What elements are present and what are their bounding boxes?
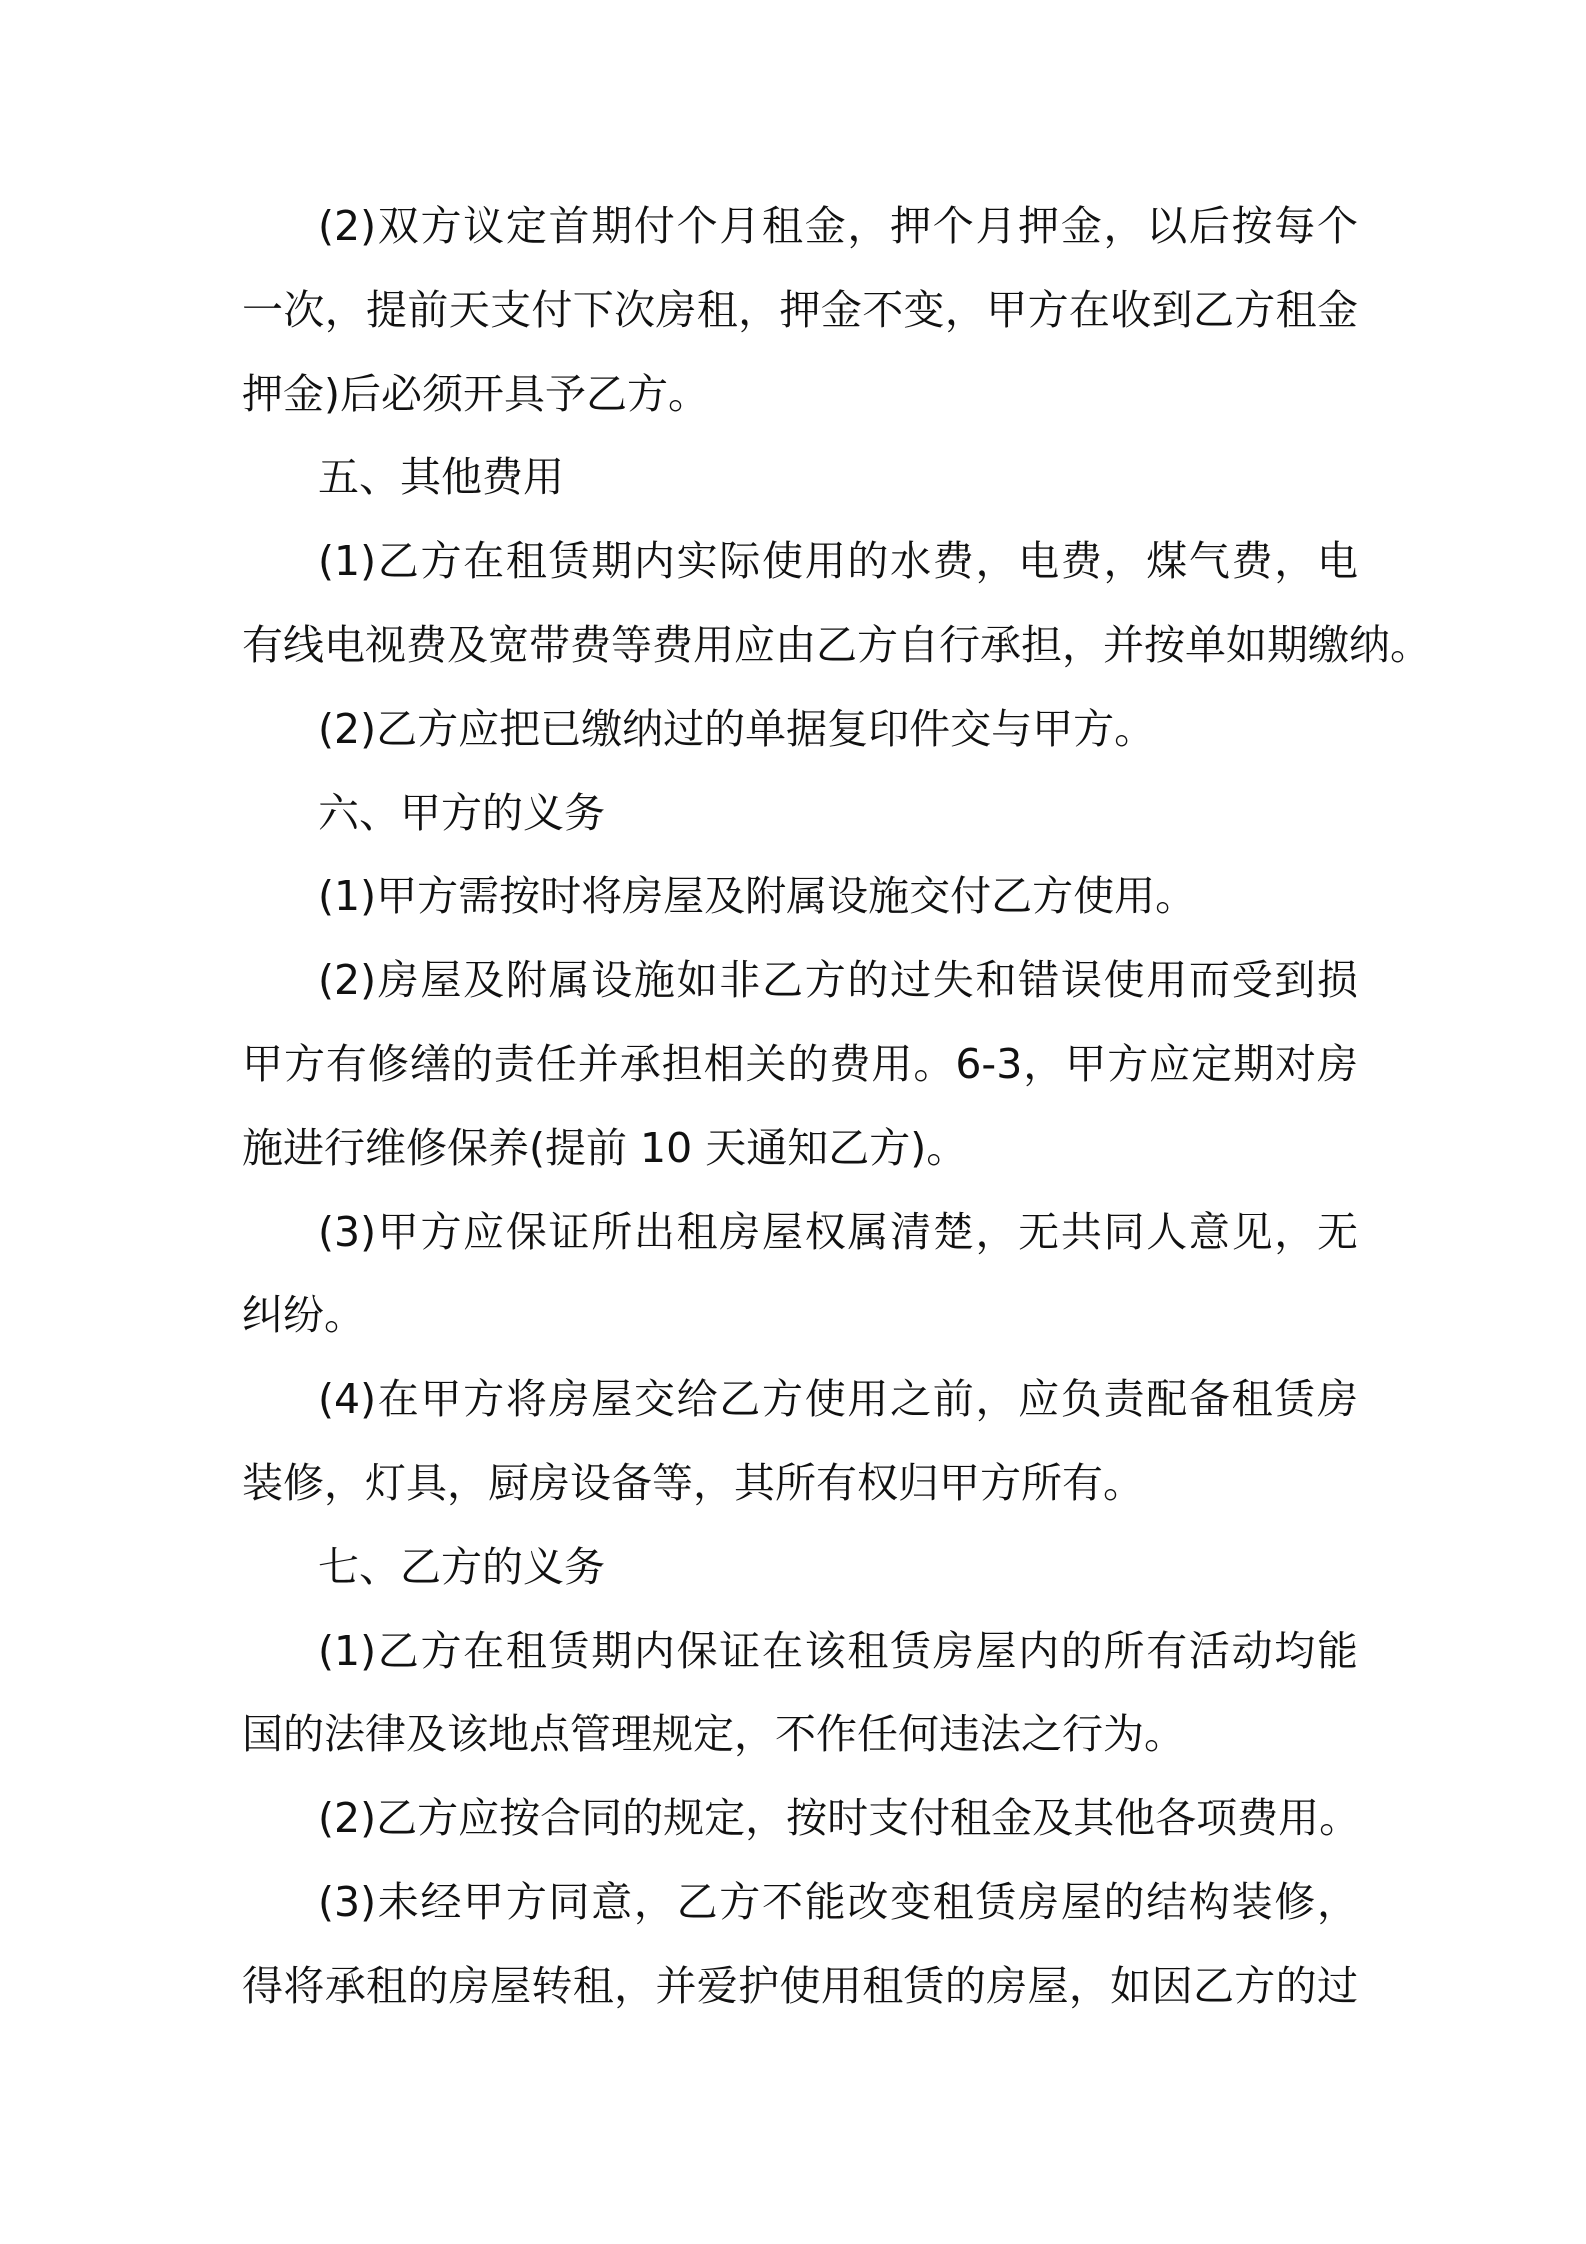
text-line: (1)乙方在租赁期内保证在该租赁房屋内的所有活动均能 (318, 1626, 1358, 1675)
text-line: 装修，灯具，厨房设备等，其所有权归甲方所有。 (242, 1458, 1144, 1507)
text-line: (2)乙方应把已缴纳过的单据复印件交与甲方。 (318, 704, 1156, 753)
text-line: 七、乙方的义务 (318, 1542, 605, 1591)
text-line: (3)甲方应保证所出租房屋权属清楚，无共同人意见，无 (318, 1207, 1358, 1256)
text-line: 得将承租的房屋转租，并爱护使用租赁的房屋，如因乙方的过 (242, 1961, 1358, 2010)
text-line: 一次，提前天支付下次房租，押金不变，甲方在收到乙方租金 (242, 285, 1358, 334)
text-line: (1)乙方在租赁期内实际使用的水费，电费，煤气费，电 (318, 537, 1358, 586)
text-line: 六、甲方的义务 (318, 788, 605, 837)
text-line: 施进行维修保养(提前 10 天通知乙方)。 (242, 1123, 968, 1172)
text-line: 押金)后必须开具予乙方。 (242, 369, 709, 418)
document-body (242, 185, 1431, 2029)
text-line: (2)乙方应按合同的规定，按时支付租金及其他各项费用。 (318, 1794, 1361, 1843)
text-line: 国的法律及该地点管理规定，不作任何违法之行为。 (242, 1710, 1185, 1759)
text-line: 五、其他费用 (318, 453, 564, 502)
text-line: (3)未经甲方同意，乙方不能改变租赁房屋的结构装修， (318, 1877, 1358, 1926)
text-line: (2)双方议定首期付个月租金，押个月押金，以后按每个 (318, 202, 1358, 250)
text-line: (1)甲方需按时将房屋及附属设施交付乙方使用。 (318, 872, 1197, 921)
text-line: 纠纷。 (242, 1291, 365, 1340)
text-line: (2)房屋及附属设施如非乙方的过失和错误使用而受到损 (318, 956, 1358, 1005)
text-line: 甲方有修缮的责任并承担相关的费用。6-3，甲方应定期对房 (242, 1039, 1358, 1088)
text-line: (4)在甲方将房屋交给乙方使用之前，应负责配备租赁房 (318, 1375, 1358, 1424)
text-line: 有线电视费及宽带费等费用应由乙方自行承担，并按单如期缴纳。 (242, 620, 1431, 669)
